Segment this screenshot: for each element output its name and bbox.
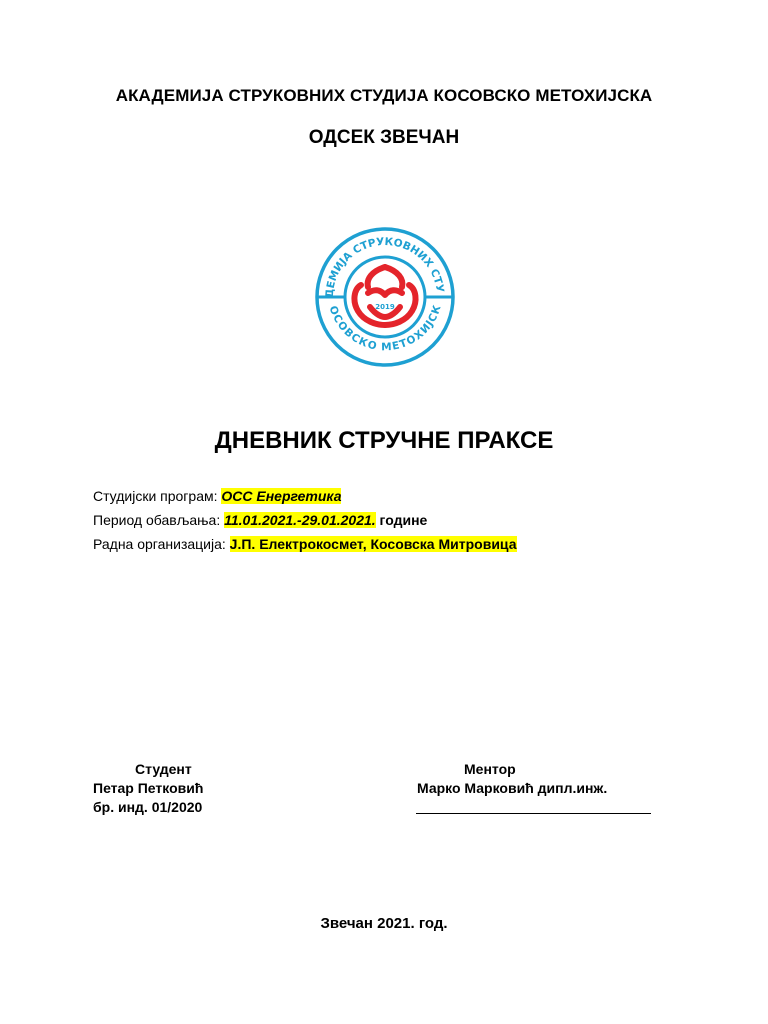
mentor-label: Ментор [464,761,516,777]
study-program-value: ОСС Енергетика [221,488,342,504]
logo-year: 2019 [375,303,395,311]
document-title: ДНЕВНИК СТРУЧНЕ ПРАКСЕ [214,427,554,454]
organization-value: Ј.П. Електрокосмет, Косовска Митровица [229,536,517,552]
mentor-signature-line [416,813,651,814]
student-label: Студент [135,761,192,777]
academy-logo-graphic [306,227,464,367]
organization-line [93,536,517,552]
logo-ring-bottom-text: ОСОВСКО МЕТОХИЈСК [326,303,444,354]
department-name: ОДСЕК ЗВЕЧАН [308,127,460,148]
period-suffix: године [375,512,428,528]
period-line [93,512,427,528]
study-program-line [93,488,341,504]
student-index: бр. инд. 01/2020 [93,799,203,815]
place-and-date: Звечан 2021. год. [320,915,448,932]
organization-label: Радна организација: [93,536,230,552]
study-program-label: Студијски програм: [93,488,222,504]
student-name: Петар Петковић [93,780,204,796]
period-value: 11.01.2021.-29.01.2021. [224,512,376,528]
logo-ring-top-text: ДЕМИЈА СТРУКОВНИХ СТУ [323,235,446,299]
logo-emblem-icon [354,267,415,325]
period-label: Период обављања: [93,512,225,528]
academy-logo [306,227,464,367]
mentor-name: Марко Марковић дипл.инж. [417,780,608,796]
institution-name: АКАДЕМИЈА СТРУКОВНИХ СТУДИЈА КОСОВСКО МЕТОХИЈСКА [115,86,653,105]
